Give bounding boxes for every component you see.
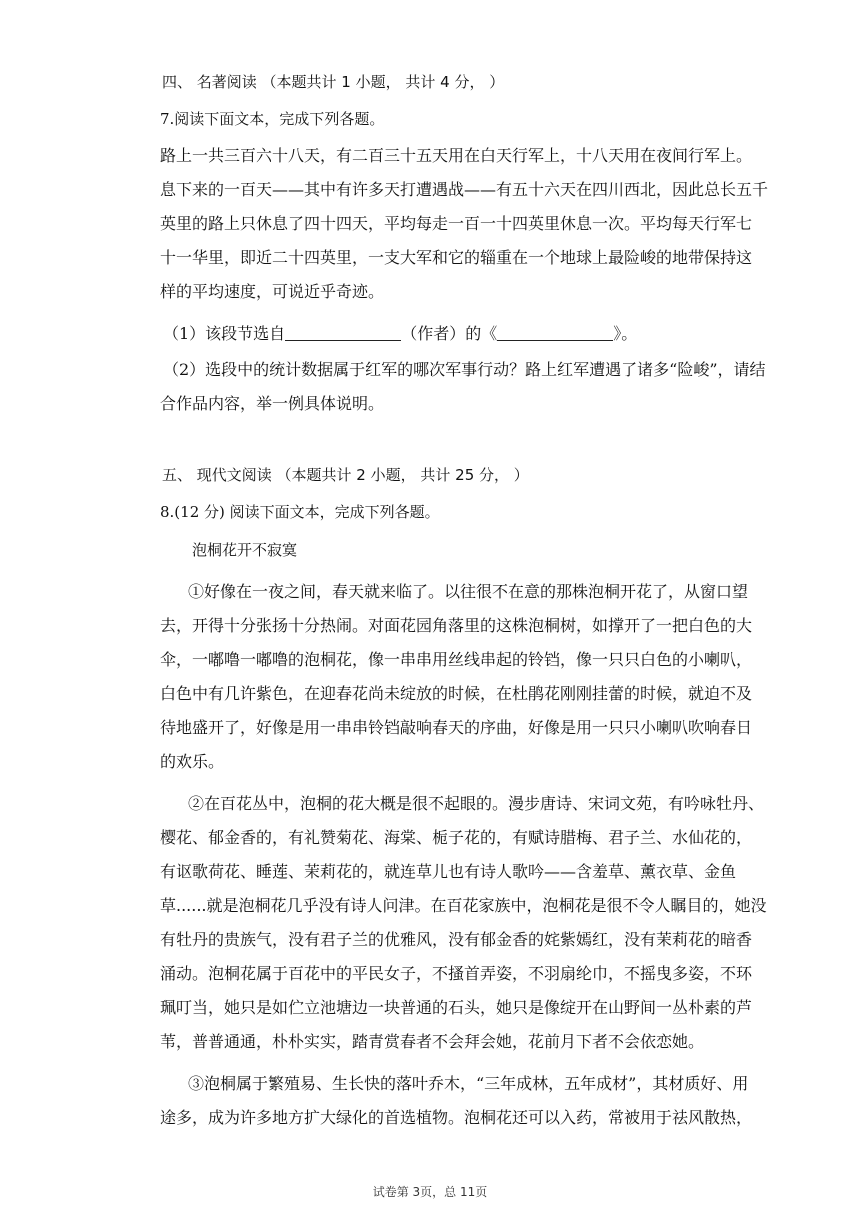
book-title-blank[interactable] (497, 324, 613, 341)
passage-line: 路上一共三百六十八天，有二百三十五天用在白天行军上，十八天用在夜间行军上。 (160, 146, 753, 165)
question-8-intro: 8.(12 分) 阅读下面文本，完成下列各题。 (160, 503, 440, 521)
author-blank[interactable] (285, 324, 401, 341)
question-7-2-line: （2）选段中的统计数据属于红军的哪次军事行动？路上红军遭遇了诸多“险峻”，请结 (163, 360, 766, 379)
question-7-1 (163, 324, 637, 344)
para3-line: ③泡桐属于繁殖易、生长快的落叶乔木，“三年成林，五年成材”，其材质好、用 (188, 1074, 749, 1093)
section-5-heading: 五、 现代文阅读 （本题共计 2 小题， 共计 25 分， ） (162, 466, 529, 484)
passage-line: 英里的路上只休息了四十四天，平均每走一百一十四英里休息一次。平均每天行军七 (160, 214, 753, 233)
passage-line: 息下来的一百天——其中有许多天打遭遇战——有五十六天在四川西北，因此总长五千 (160, 180, 769, 199)
passage-line: 十一华里，即近二十四英里，一支大军和它的辎重在一个地球上最险峻的地带保持这 (160, 248, 753, 267)
passage-line: 样的平均速度，可说近乎奇迹。 (160, 282, 385, 301)
q1-middle: （作者）的《 (401, 324, 498, 343)
para2-line: 珮叮当，她只是如伫立池塘边一块普通的石头，她只是像绽开在山野间一丛朴素的芦 (160, 998, 753, 1017)
para1-line: 的欢乐。 (160, 752, 225, 771)
question-7-intro: 7.阅读下面文本，完成下列各题。 (160, 110, 385, 128)
para2-line: 苇，普普通通，朴朴实实，踏青赏春者不会拜会她，花前月下者不会依恋她。 (160, 1032, 705, 1051)
section-4-heading: 四、 名著阅读 （本题共计 1 小题， 共计 4 分， ） (162, 73, 505, 91)
page-footer: 试卷第 3页，总 11页 (372, 1185, 488, 1199)
para2-line: 草......就是泡桐花几乎没有诗人问津。在百花家族中，泡桐花是很不令人瞩目的，她没 (160, 896, 767, 915)
para1-line: 去，开得十分张扬十分热闹。对面花园角落里的这株泡桐树，如撑开了一把白色的大 (160, 616, 753, 635)
para3-line: 途多，成为许多地方扩大绿化的首选植物。泡桐花还可以入药，常被用于祛风散热， (160, 1108, 753, 1127)
para2-line: 有牡丹的贵族气，没有君子兰的优雅风，没有郁金香的姹紫嫣红，没有茉莉花的暗香 (160, 930, 753, 949)
para1-line: 白色中有几许紫色，在迎春花尚未绽放的时候，在杜鹃花刚刚挂蕾的时候，就迫不及 (160, 684, 753, 703)
para2-line: ②在百花丛中，泡桐的花大概是很不起眼的。漫步唐诗、宋词文苑，有吟咏牡丹、 (188, 794, 765, 813)
question-7-2-line: 合作品内容，举一例具体说明。 (160, 394, 385, 413)
para1-line: 伞，一嘟噜一嘟噜的泡桐花，像一串串用丝线串起的铃铛，像一只只白色的小喇叭， (160, 650, 753, 669)
passage-title: 泡桐花开不寂寞 (192, 541, 298, 559)
para2-line: 樱花、郁金香的，有礼赞菊花、海棠、栀子花的，有赋诗腊梅、君子兰、水仙花的， (160, 828, 753, 847)
para2-line: 有讴歌荷花、睡莲、茉莉花的，就连草儿也有诗人歌吟——含羞草、薰衣草、金鱼 (160, 862, 737, 881)
para1-line: ①好像在一夜之间，春天就来临了。以往很不在意的那株泡桐开花了，从窗口望 (188, 582, 749, 601)
para2-line: 涌动。泡桐花属于百花中的平民女子，不搔首弄姿，不羽扇纶巾，不摇曳多姿，不环 (160, 964, 753, 983)
q1-suffix: 》。 (613, 324, 638, 343)
q1-prefix: （1）该段节选自 (163, 324, 286, 343)
para1-line: 待地盛开了，好像是用一串串铃铛敲响春天的序曲，好像是用一只只小喇叭吹响春日 (160, 718, 753, 737)
